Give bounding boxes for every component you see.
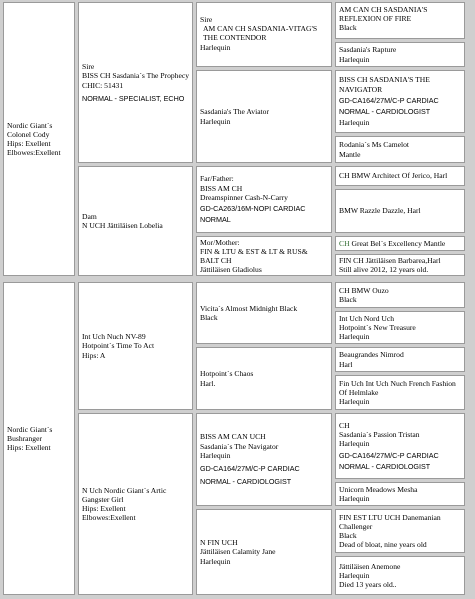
cardiac-result: GD-CA164/27M/C-P CARDIAC [200, 464, 300, 474]
role-label: Dam [82, 211, 97, 221]
gen2-dog-4 [78, 413, 193, 595]
dog-name: Unicorn Meadows Mesha [339, 484, 418, 494]
gen4-dog-10 [335, 311, 465, 344]
color: Black [339, 23, 357, 33]
gen4-dog-16 [335, 556, 465, 595]
color: Harlequin [200, 116, 231, 126]
dog-name: BISS CH SASDANIA'S THE NAVIGATOR [339, 75, 430, 94]
role-label: Sire [200, 15, 213, 24]
gen4-dog-11 [335, 347, 465, 372]
gen3-dog-5 [196, 282, 332, 344]
status-note: Died 13 years old.. [339, 580, 397, 590]
color: Black [200, 313, 218, 322]
color: Mantle [339, 149, 361, 159]
dog-name: CH BMW Ouzo [339, 285, 389, 295]
gen3-dog-3 [196, 166, 332, 233]
gen2-dog-3 [78, 282, 193, 410]
dog-name: Nordic Giant´s Bushranger [7, 424, 53, 443]
hips-score: Hips: A [82, 350, 106, 360]
gen3-dog-8 [196, 509, 332, 595]
dog-name: Dreamspinner Cash-N-Carry [200, 192, 288, 202]
cardiac-result: NORMAL - SPECIALIST, ECHO [82, 93, 185, 103]
dog-name: Sasdania´s Passion Tristan [339, 430, 420, 440]
dog-name: BMW Razzle Dazzle, Harl [339, 206, 421, 216]
cardiac-result: GD-CA263/16M-NOPI CARDIAC [200, 204, 306, 214]
dog-title: Int Uch Nuch NV-89 [82, 332, 146, 342]
dog-name-line [339, 239, 461, 248]
gen1-dog-2 [3, 282, 75, 595]
dog-name: Fin Uch Int Uch Nuch French Fashion Of Helmlake [339, 378, 456, 397]
dog-name: Vicita´s Almost Midnight Black [200, 303, 298, 313]
hips-score: Hips: Exellent [82, 504, 126, 513]
color: Harlequin [339, 397, 370, 407]
hips-score: Hips: Exellent [7, 139, 51, 148]
dog-title: BISS AM CH [200, 183, 243, 193]
color: Harlequin [339, 570, 370, 580]
cardiac-normal: NORMAL - CARDIOLOGIST [200, 477, 292, 487]
color: Harl. [200, 378, 216, 388]
cardiac-normal: NORMAL - CARDIOLOGIST [339, 107, 431, 117]
role-label: Sire [82, 62, 95, 72]
dog-title: FIN & LTU & EST & LT & RUS& BALT CH [200, 246, 308, 265]
color: Harlequin [200, 556, 231, 566]
color: Harlequin [339, 439, 370, 449]
dog-name: Sasdania's Rapture [339, 45, 397, 55]
color: Harlequin [200, 42, 231, 52]
gen3-dog-4 [196, 236, 332, 276]
gen3-dog-1 [196, 2, 332, 67]
dog-name: Hotpoint´s New Treasure [339, 322, 416, 332]
dog-name: CH BMW Architect Of Jerico, Harl [339, 171, 448, 181]
elbows-score: Elbowes:Exellent [82, 513, 136, 523]
dog-name: AM CAN CH SASDANIA'S REFLEXION OF FIRE [339, 5, 428, 24]
dog-name: N UCH Jättiläisen Lobelia [82, 221, 163, 230]
gen1-dog-1 [3, 2, 75, 276]
dog-title: CH [339, 420, 350, 430]
color: Harlequin [339, 332, 370, 342]
gen4-dog-3 [335, 70, 465, 133]
gen4-dog-4 [335, 136, 465, 163]
dog-name: Sasdania´s The Navigator [200, 441, 279, 451]
dog-name: BISS CH Sasdania´s The Prophecy [82, 71, 190, 81]
gen4-dog-9 [335, 282, 465, 308]
cardiac-normal: NORMAL - CARDIOLOGIST [339, 461, 431, 471]
gen4-dog-2 [335, 42, 465, 67]
color: Black [339, 295, 357, 304]
color: Harlequin [200, 450, 231, 460]
cardiac-result: GD-CA164/27M/C-P CARDIAC [339, 95, 439, 105]
gen2-dam [78, 166, 193, 276]
dog-name: Beaugrandes Nimrod [339, 350, 404, 360]
gen4-dog-5 [335, 166, 465, 186]
dog-title: BISS AM CAN UCH [200, 432, 266, 442]
gen4-dog-8 [335, 254, 465, 276]
dog-name: Sasdania's The Aviator [200, 107, 269, 117]
status-note: Dead of bloat, nine years old [339, 540, 427, 550]
gen4-dog-1 [335, 2, 465, 39]
gen4-dog-15 [335, 509, 465, 553]
dog-name: Rodania´s Ms Camelot [339, 140, 410, 150]
gen3-dog-7 [196, 413, 332, 506]
color: Harl [339, 359, 353, 369]
status-note: Still alive 2012, 12 years old. [339, 265, 429, 274]
dog-name: Jättiläisen Gladiolus [200, 265, 262, 275]
dog-name: N Uch Nordic Giant´s Artic Gangster Girl [82, 485, 167, 504]
hips-score: Hips: Exellent [7, 443, 51, 453]
dog-name: Great Bel´s Excellency Mantle [351, 238, 446, 248]
dog-name: Jättiläisen Calamity Jane [200, 547, 276, 557]
role-label: Far/Father: [200, 174, 234, 184]
gen4-dog-12 [335, 375, 465, 410]
gen3-dog-6 [196, 347, 332, 410]
dog-title: Int Uch Nord Uch [339, 313, 395, 323]
dog-name: FIN CH Jättiläisen Barbarea,Harl [339, 255, 441, 265]
title-ch: CH [339, 238, 350, 248]
color: Harlequin [339, 494, 370, 503]
color: Harlequin [339, 118, 370, 128]
gen4-dog-6 [335, 189, 465, 233]
dog-name: Hotpoint´s Chaos [200, 369, 254, 379]
dog-name: Jättiläisen Anemone [339, 561, 401, 571]
color: Black [339, 531, 357, 540]
dog-title: N FIN UCH [200, 538, 238, 548]
chic-number: CHIC: 51431 [82, 80, 124, 90]
gen4-dog-7 [335, 236, 465, 251]
cardiac-result: GD-CA164/27M/C-P CARDIAC [339, 450, 439, 460]
color: Harlequin [339, 54, 370, 64]
dog-name: Hotpoint´s Time To Act [82, 341, 155, 351]
dog-name: FIN EST LTU UCH Danemanian Challenger [339, 512, 441, 531]
gen2-sire [78, 2, 193, 163]
cardiac-normal: NORMAL [200, 215, 231, 225]
dog-name: AM CAN CH SASDANIA-VITAG'S THE CONTENDOR [203, 24, 318, 43]
gen4-dog-13 [335, 413, 465, 479]
role-label: Mor/Mother: [200, 237, 240, 247]
dog-name: Nordic Giant´s Colonel Cody [7, 120, 53, 139]
gen3-dog-2 [196, 70, 332, 163]
elbows-score: Elbowes:Exellent [7, 148, 61, 158]
gen4-dog-14 [335, 482, 465, 506]
